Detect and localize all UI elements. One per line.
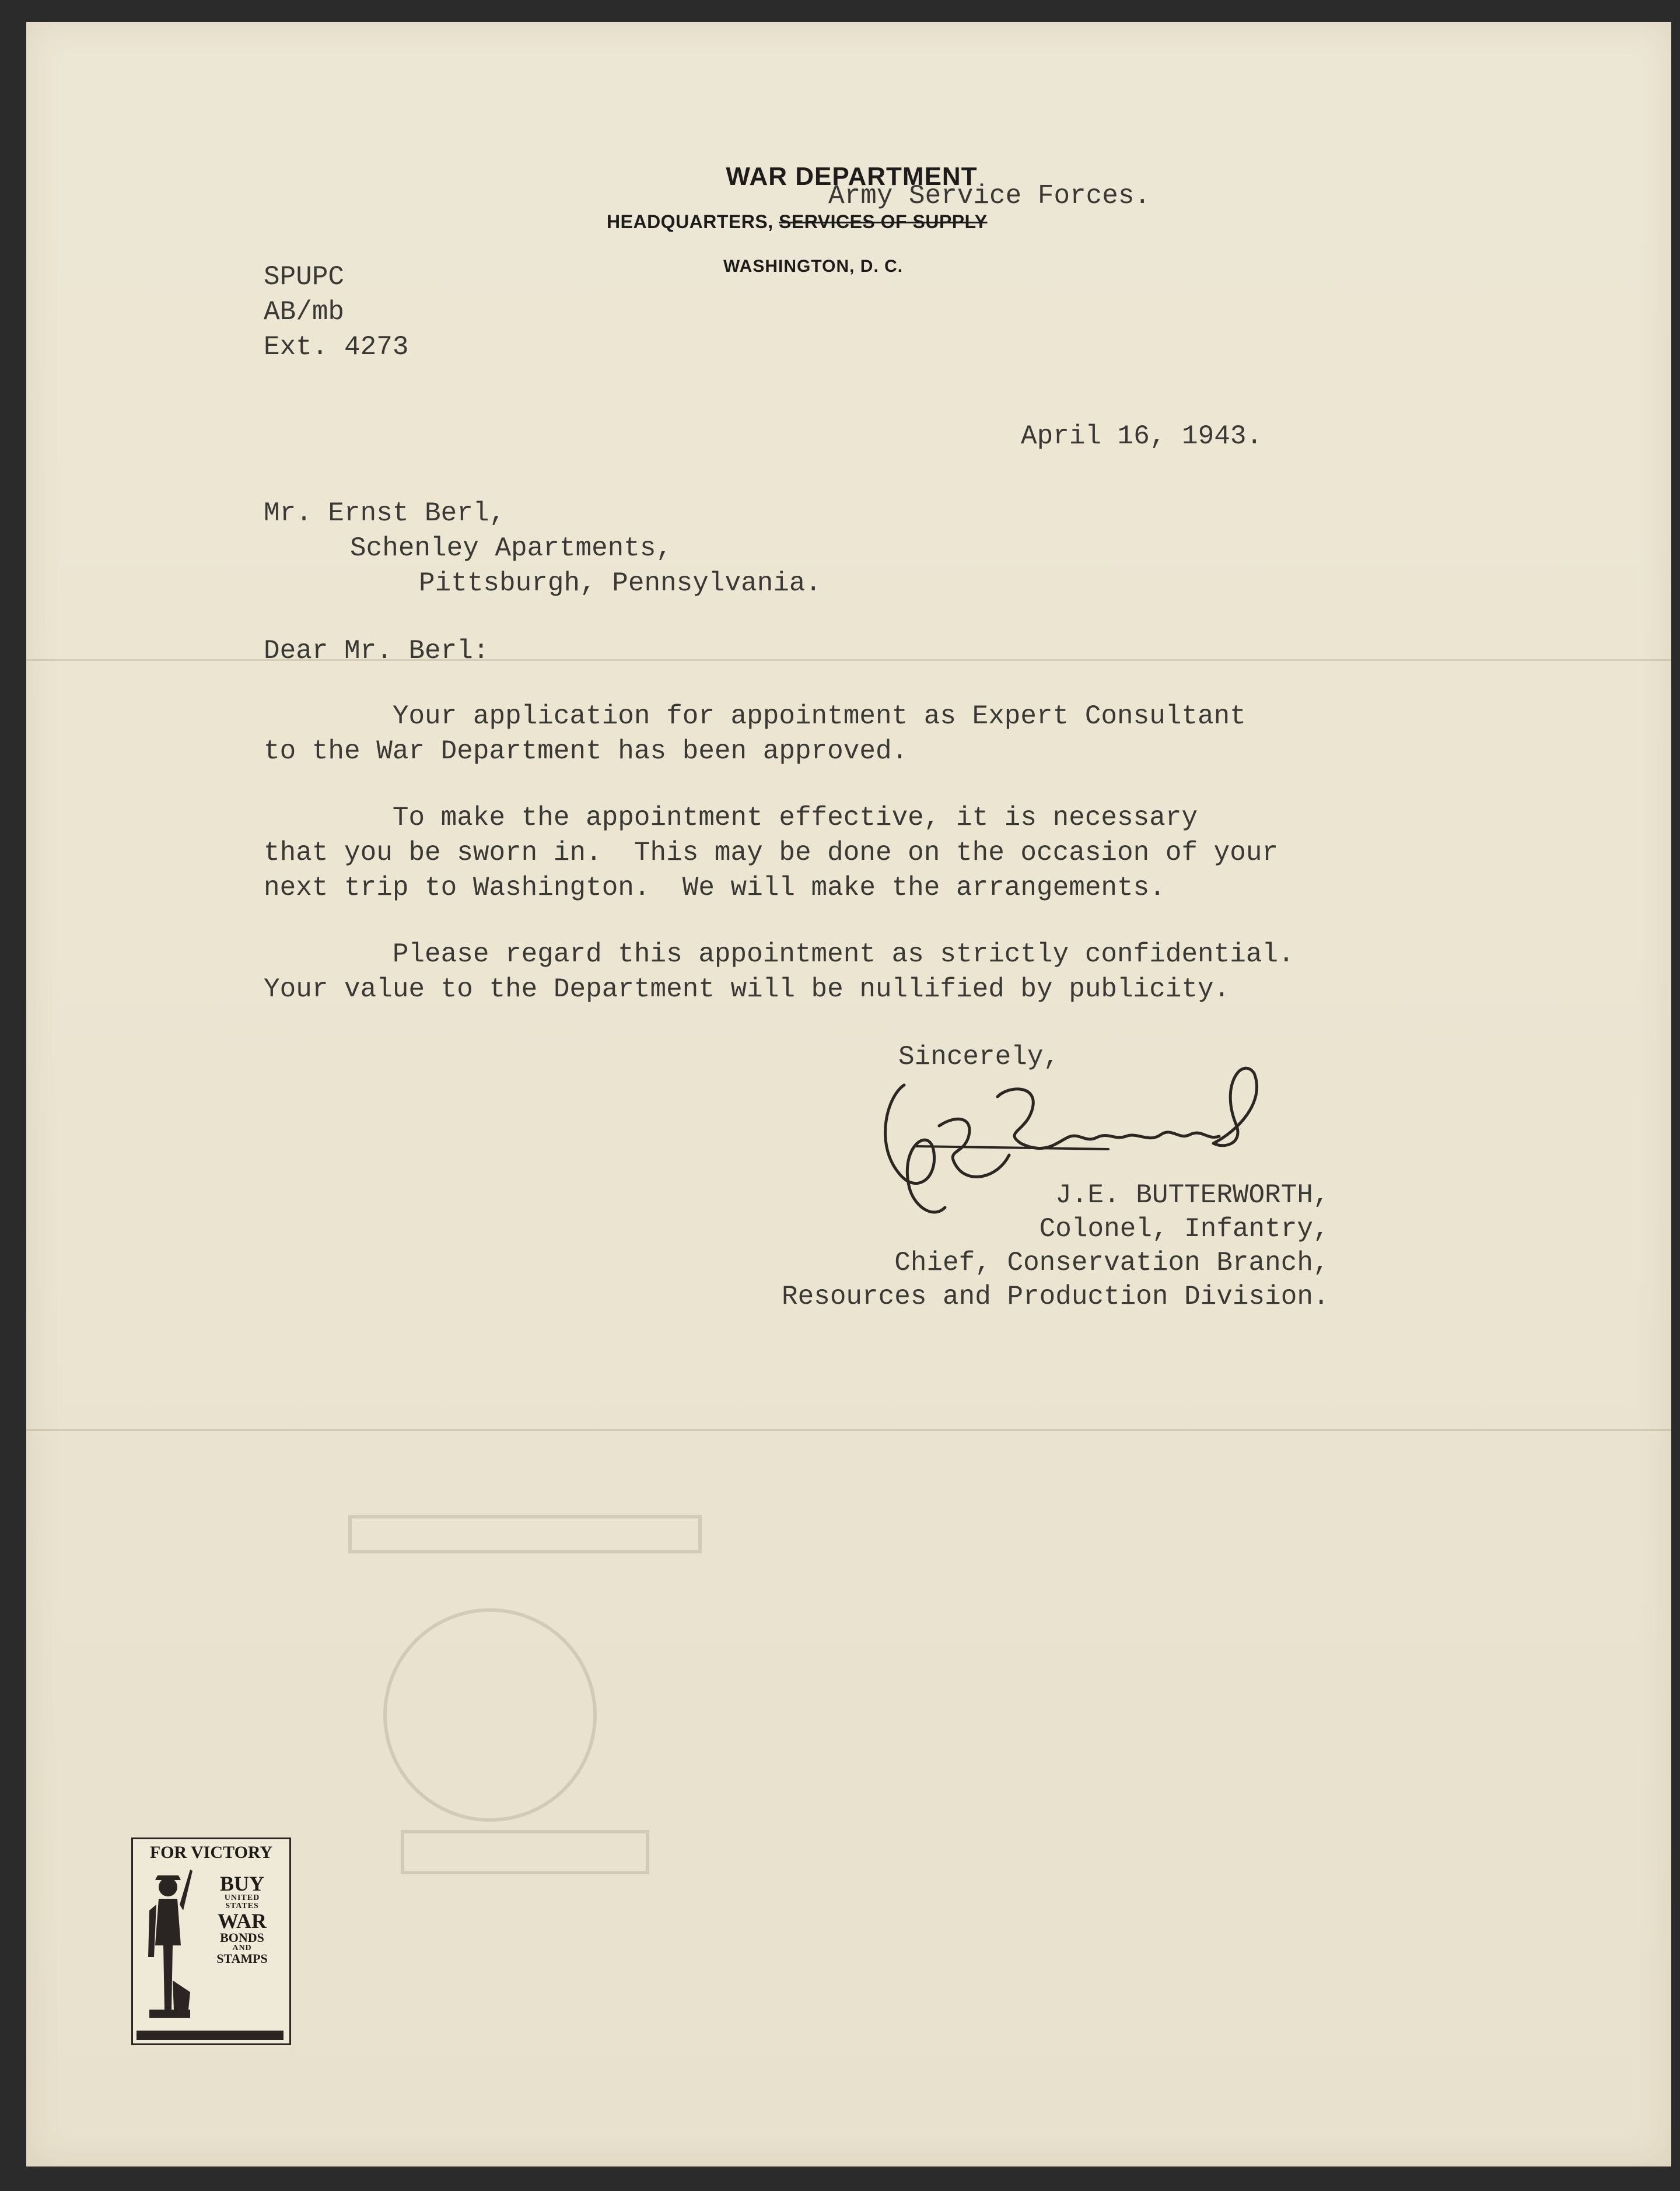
signature-block [782,1178,1329,1314]
address-line: Pittsburgh, Pennsylvania. [419,568,822,598]
war-bonds-line: STAMPS [216,1951,268,1966]
reference-line: AB/mb [264,297,345,327]
signer-rank: Colonel, Infantry, [1039,1214,1329,1244]
fold-line [26,1429,1671,1431]
war-bonds-line: BONDS [220,1930,264,1945]
letterhead-location: WASHINGTON, D. C. [723,257,904,276]
seal-base-bar [136,2031,284,2040]
signer-name: J.E. BUTTERWORTH, [1055,1180,1329,1210]
war-bonds-line: BUY [219,1872,264,1895]
body-paragraph: To make the appointment effective, it is necessary that you be sworn in. This may be done on the occasion of your next trip to Washington. We will make the arrangements. [264,803,1279,903]
closing: Sincerely, [898,1042,1060,1072]
letterhead-struck-text: SERVICES OF SUPPLY [779,211,988,232]
war-bonds-top-text: FOR VICTORY [149,1843,273,1862]
address-line: Mr. Ernst Berl, [264,498,506,528]
reference-line: SPUPC [264,262,345,292]
letter-date: April 16, 1943. [1021,421,1263,452]
war-bonds-line: UNITED [224,1894,260,1902]
salutation: Dear Mr. Berl: [264,636,489,666]
recipient-address [264,496,821,601]
faded-received-stamp [315,1493,735,1902]
address-line: Schenley Apartments, [350,533,673,564]
body-paragraph: Your application for appointment as Expert Consultant to the War Department has been approved. [264,701,1246,766]
body-paragraph: Please regard this appointment as strictly confidential. Your value to the Department will be nullified by publicity. [264,939,1294,1005]
signer-division: Resources and Production Division. [782,1282,1329,1312]
war-bonds-text [198,1873,286,1965]
signer-title: Chief, Conservation Branch, [894,1248,1329,1278]
letterhead-hq-prefix: HEADQUARTERS, [607,211,774,232]
war-bonds-line: WAR [217,1909,267,1933]
war-bonds-seal [131,1838,291,2045]
overtyped-correction: Army Service Forces. [828,181,1151,211]
war-bonds-line: STATES [225,1902,259,1910]
letterhead-headquarters [607,211,988,233]
minuteman-figure-icon [138,1864,198,2033]
reference-line: Ext. 4273 [264,332,409,362]
letterhead-title: WAR DEPARTMENT [726,162,978,191]
reference-block [264,260,408,365]
war-bonds-line: AND [232,1944,252,1952]
